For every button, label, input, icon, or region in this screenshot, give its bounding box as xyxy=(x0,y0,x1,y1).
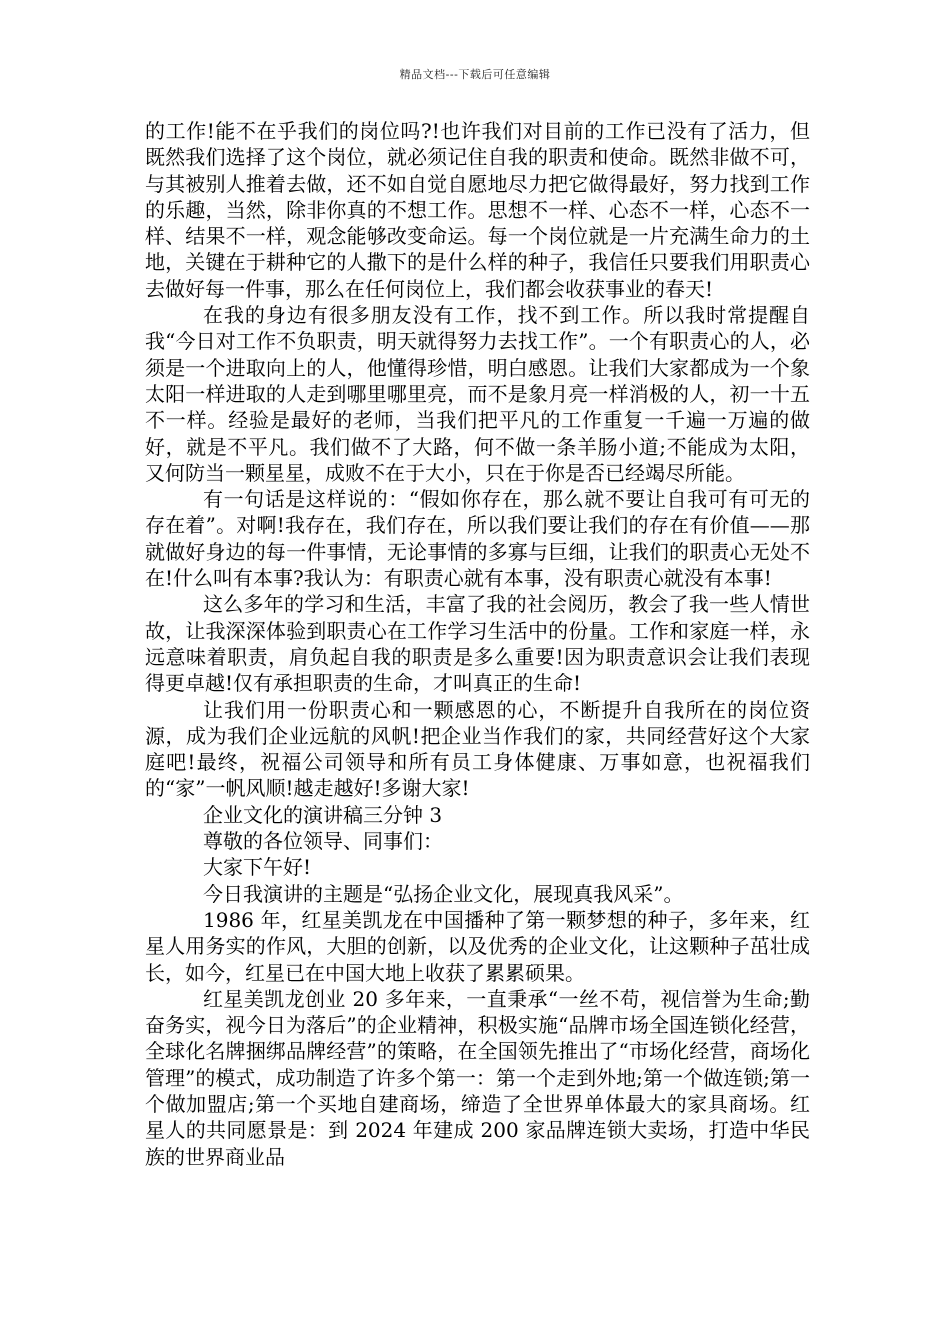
document-body xyxy=(145,118,810,1170)
paragraph: 红星美凯龙创业 20 多年来，一直秉承“一丝不苟，视信誉为生命;勤奋务实，视今日为落后”的企业精神，积极实施“品牌市场全国连锁化经营，全球化名牌捆绑品牌经营”的策略，在全国领先推出了“市场化经营，商场化管理”的模式，成功制造了许多个第一：第一个走到外地;第一个做连锁;第一个做加盟店;第一个买地自建商场，缔造了全世界单体最大的家具商场。红星人的共同愿景是：到 2024 年建成 200 家品牌连锁大卖场，打造中华民族的世界商业品 xyxy=(145,986,810,1169)
salutation: 尊敬的各位领导、同事们： xyxy=(203,829,443,854)
paragraph: 在我的身边有很多朋友没有工作，找不到工作。所以我时常提醒自我“今日对工作不负职责，明天就得努力去找工作”。一个有职责心的人，必须是一个进取向上的人，他懂得珍惜，明白感恩。让我们大家都成为一个象太阳一样进取的人走到哪里哪里亮，而不是象月亮一样消极的人，初一十五不一样。经验是最好的老师，当我们把平凡的工作重复一千遍一万遍的做好，就是不平凡。我们做不了大路，何不做一条羊肠小道;不能成为太阳，又何防当一颗星星，成败不在于大小，只在于你是否已经竭尽所能。 xyxy=(145,303,810,485)
paragraph: 的工作!能不在乎我们的岗位吗?!也许我们对目前的工作已没有了活力，但既然我们选择了这个岗位，就必须记住自我的职责和使命。既然非做不可，与其被别人推着去做，还不如自觉自愿地尽力把它做得最好，努力找到工作的乐趣，当然，除非你真的不想工作。思想不一样、心态不一样，心态不一样、结果不一样，观念能够改变命运。每一个岗位就是一片充满生命力的土地，关键在于耕种它的人撒下的是什么样的种子，我信任只要我们用职责心去做好每一件事，那么在任何岗位上，我们都会收获事业的春天! xyxy=(145,119,810,301)
paragraph: 有一句话是这样说的：“假如你存在，那么就不要让自我可有可无的存在着”。对啊!我存在，我们存在，所以我们要让我们的存在有价值——那就做好身边的每一件事情，无论事情的多寡与巨细，让我们的职责心无处不在!什么叫有本事?我认为：有职责心就有本事，没有职责心就没有本事! xyxy=(145,487,810,591)
paragraph: 让我们用一份职责心和一颗感恩的心，不断提升自我所在的岗位资源，成为我们企业远航的风帆!把企业当作我们的家，共同经营好这个大家庭吧!最终，祝福公司领导和所有员工身体健康、万事如意，也祝福我们的“家”一帆风顺!越走越好!多谢大家! xyxy=(145,697,810,801)
paragraph: 这么多年的学习和生活，丰富了我的社会阅历，教会了我一些人情世故，让我深深体验到职责心在工作学习生活中的份量。工作和家庭一样，永远意味着职责，肩负起自我的职责是多么重要!因为职责意识会让我们表现得更卓越!仅有承担职责的生命，才叫真正的生命! xyxy=(145,592,810,696)
section-title: 企业文化的演讲稿三分钟 3 xyxy=(203,802,443,827)
greeting: 大家下午好! xyxy=(203,855,312,880)
paragraph: 1986 年，红星美凯龙在中国播种了第一颗梦想的种子，多年来，红星人用务实的作风，大胆的创新，以及优秀的企业文化，让这颗种子茁壮成长，如今，红星已在中国大地上收获了累累硕果。 xyxy=(145,907,810,985)
paragraph: 今日我演讲的主题是“弘扬企业文化，展现真我风采”。 xyxy=(203,881,684,906)
page-header: 精品文档---下载后可任意编辑 xyxy=(399,68,551,81)
